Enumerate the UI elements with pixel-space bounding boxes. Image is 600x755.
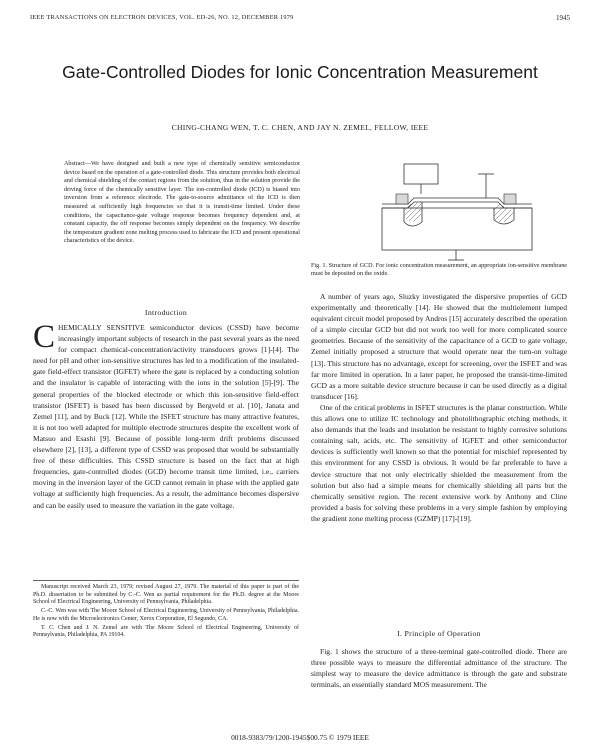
drop-cap: C <box>33 319 56 355</box>
principle-text <box>311 646 567 690</box>
right-column-text <box>311 291 567 524</box>
introduction-heading: Introduction <box>144 308 188 317</box>
solution-reference-box <box>404 164 438 184</box>
footnote-wen: C.-C. Wen was with The Moore School of Electrical Engineering, University of Pennsylvania, Philadelphia. He is now with the Microelectronics Center, Xerox Corporation, El Segundo, CA. <box>33 608 299 622</box>
figure-caption: Fig. 1. Structure of GCD. For ionic concentration measurement, an appropriate ion-sensitive membrane must be deposited on the oxide. <box>311 263 567 278</box>
running-head: IEEE TRANSACTIONS ON ELECTRON DEVICES, VOL. ED-26, NO. 12, DECEMBER 1979 <box>30 14 294 21</box>
right-paragraph-2: One of the critical problems in ISFET structures is the planar construction. While this allows one to utilize IC technology and photolithographic etching methods, it also demands that the leads and insulation be resistant to highly corrosive solutions containing salt, acids, etc. The sensitivity of IGFET and other semiconductor devices is sufficiently well known so that the potential for mischief represented by this environment for any CSSD is obvious. It would be far preferable to have a device structure that not only electrically shielded the measurement from the solution but also had a simple means for chemically shielding all parts but the chemically sensitive region. The recent extensive work by Anthony and Cline provided a basis for solving these problems in a very simple fashion by employing the gradient zone melting process (GZMP) [17]-[19]. <box>311 402 567 523</box>
paper-title: Gate-Controlled Diodes for Ionic Concentration Measurement <box>62 62 538 82</box>
author-line: CHING-CHANG WEN, T. C. CHEN, AND JAY N. ZEMEL, FELLOW, IEEE <box>171 123 429 132</box>
introduction-text <box>33 319 299 511</box>
footnote-received: Manuscript received March 23, 1979; revised August 27, 1979. The material of this paper is part of the Ph.D. dissertation to be submitted by C.-C. Wen as partial requirement for the Ph.D. degree at the Moore School of Electrical Engineering, University of Pennsylvania, Philadelphia. <box>33 584 299 606</box>
right-paragraph-1: A number of years ago, Sluzky investigated the dispersive properties of GCD experimentally and theoretically [14]. He showed that the multielement lumped equivalent circuit model proposed by Andros [15] accurately described the operation of a simple circular GCD but did not work too well for more complicated source geometries. Because of the sensitivity of the capacitance of a GCD to gate voltage, Zemel initially proposed a structure that would operate near the turn-on voltage [13]. This structure has no advantage, except for screening, over the ISFET and was far more limited in operation. In a later paper, he proposed the transit-time-limited GCD as a more suitable device structure because it can be used directly as a digital transducer [16]. <box>311 292 567 401</box>
substrate-block <box>382 208 532 250</box>
principle-heading: I. Principle of Operation <box>397 629 481 638</box>
gcd-structure-figure <box>374 160 538 264</box>
introduction-paragraph: HEMICALLY SENSITIVE semiconductor devices (CSSD) have become increasingly important subjects of research in the past several years as the need for compact chemical-concentration/activity transducers grows [1]-[4]. The need for pH and other ion-sensitive structures has led to a modification of the insulated-gate field-effect transistor (IGFET) where the gate is replaced by a conducting solution and the insulator is capable of interacting with the ions in the solution [5]-[9]. The general properties of the blocked electrode or which this ion-sensitive field-effect transistor (ISFET) is based has been discussed by Bergveld et al. [10], Janata and Zemel [11], and by Buck [12]. While the ISFET structure has many attractive features, it is not too well adapted for multiple electrode structures despite the excellent work of Matsuo and Esashi [9]. Because of possible long-term drift problems discussed elsewhere [2], [13], a different type of CSSD was proposed that would be substantially free of these difficulties. This CSSD structure is based on the fact that at high frequencies, gate-controlled diodes (GCD) become transit time limited, i.e., carriers moving in the inversion layer of the GCD cannot remain in phase with the applied gate voltage at sufficiently high frequencies. As a result, the admittance becomes dispersive and can be easily used to measure the variation in the gate voltage. <box>33 323 299 510</box>
copyright-line: 0018-9383/79/1200-1945$00.75 © 1979 IEEE <box>231 733 369 742</box>
diffusion-region-right <box>494 208 514 224</box>
abstract: Abstract—We have designed and built a new type of chemically sensitive semiconductor device based on the operation of a gate-controlled diode. This structure provides both electrical and chemical shielding of the contact regions from the solution, thus in the solution provide the driving force of the chemically sensitive layer. The ion-controlled diode (ICD) is biased into inversion from a reference electrode. The gate-to-source admittance of the ICD is then measured at sufficiently high frequencies so that it is transit-time limited. Under these conditions, the capacitance-gate voltage response becomes frequency dependent and, at constant capacity, the off response becomes simply dependent on the frequency. We describe the temperature gradient zone melting process used to fabricate the ICD and present operational characteristics of the device. <box>64 161 300 245</box>
footnotes <box>33 584 299 641</box>
page-number: 1945 <box>556 14 570 22</box>
principle-paragraph: Fig. 1 shows the structure of a three-terminal gate-controlled diode. There are three possible ways to measure the differential admittance of the structure. The simplest way to measure the device admittance is through the gate and substrate terminals, an essentially standard MOS measurement. The <box>311 647 567 690</box>
footnote-rule <box>33 580 299 581</box>
footnote-chen-zemel: T. C. Chen and J. N. Zemel are with The Moore School of Electrical Engineering, University of Pennsylvania, Philadelphia, PA 19104. <box>33 624 299 639</box>
